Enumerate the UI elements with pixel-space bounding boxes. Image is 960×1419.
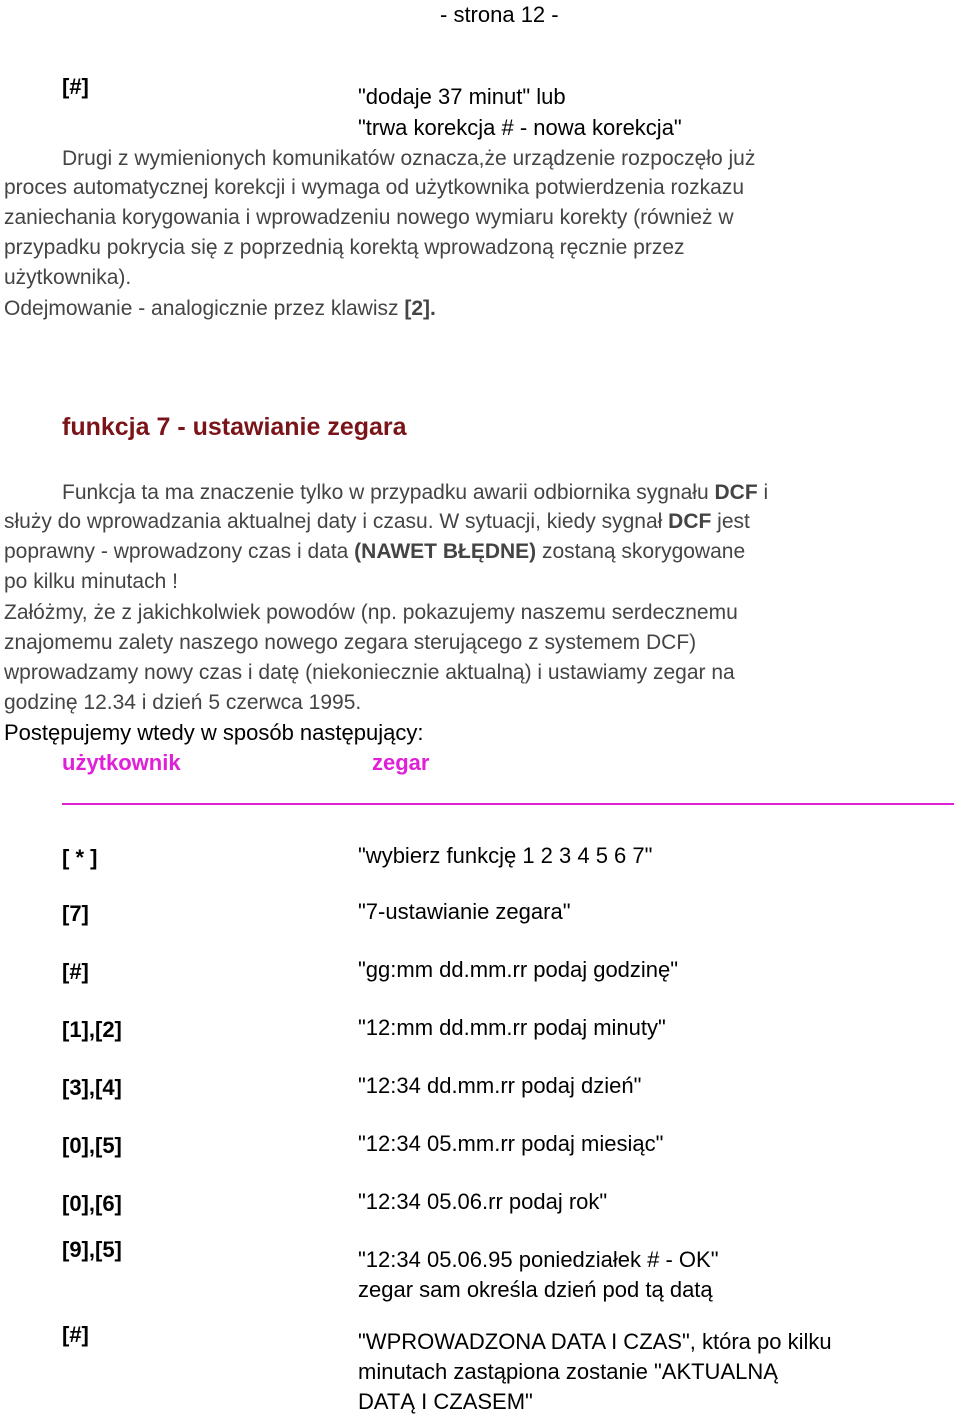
procedure-intro: Postępujemy wtedy w sposób następujący: xyxy=(4,720,424,745)
page-number: - strona 12 - xyxy=(440,2,559,27)
step-response: "wybierz funkcję 1 2 3 4 5 6 7" xyxy=(358,843,653,868)
step-response: "12:34 05.mm.rr podaj miesiąc" xyxy=(358,1131,664,1156)
step-key: [9],[5] xyxy=(62,1237,122,1262)
step-key: [7] xyxy=(62,901,89,926)
example-line: Załóżmy, że z jakichkolwiek powodów (np. pokazujemy naszemu serdecznemu xyxy=(4,601,738,624)
description-line: po kilku minutach ! xyxy=(4,570,178,593)
example-line: godzinę 12.34 i dzień 5 czerwca 1995. xyxy=(4,691,362,714)
step-response: "WPROWADZONA DATA I CZAS", która po kilku xyxy=(358,1329,832,1354)
intro-paragraph-line: Drugi z wymienionych komunikatów oznacza,że urządzenie rozpoczęło już xyxy=(62,147,756,170)
step-key: [3],[4] xyxy=(62,1075,122,1100)
step-response: "12:34 05.06.95 poniedziałek # - OK" xyxy=(358,1247,719,1272)
step-response: "gg:mm dd.mm.rr podaj godzinę" xyxy=(358,957,679,982)
description-line: służy do wprowadzania aktualnej daty i czasu. W sytuacji, kiedy sygnał DCF jest xyxy=(4,510,750,533)
step-key: [0],[6] xyxy=(62,1191,122,1216)
intro-response-line2: "trwa korekcja # - nowa korekcja" xyxy=(358,115,682,140)
step-key: [0],[5] xyxy=(62,1133,122,1158)
header-divider xyxy=(62,803,954,805)
step-key: [1],[2] xyxy=(62,1017,122,1042)
step-response: "12:34 dd.mm.rr podaj dzień" xyxy=(358,1073,642,1098)
step-response-note: zegar sam określa dzień pod tą datą xyxy=(358,1277,713,1302)
intro-paragraph-line: użytkownika). xyxy=(4,266,132,289)
step-key: [#] xyxy=(62,959,89,984)
intro-key: [#] xyxy=(62,74,89,99)
step-response: "12:34 05.06.rr podaj rok" xyxy=(358,1189,608,1214)
intro-paragraph-line: zaniechania korygowania i wprowadzeniu nowego wymiaru korekty (również w xyxy=(4,206,734,229)
column-header-clock: zegar xyxy=(372,750,430,775)
step-response: "7-ustawianie zegara" xyxy=(358,899,571,924)
description-line: poprawny - wprowadzony czas i data (NAWET BŁĘDNE) zostaną skorygowane xyxy=(4,540,746,563)
intro-paragraph-line: proces automatycznej korekcji i wymaga od użytkownika potwierdzenia rozkazu xyxy=(4,176,745,199)
section-heading: funkcja 7 - ustawianie zegara xyxy=(62,413,407,441)
step-response: DATĄ I CZASEM" xyxy=(358,1389,533,1414)
example-line: wprowadzamy nowy czas i datę (niekoniecznie aktualną) i ustawiamy zegar na xyxy=(4,661,735,684)
step-key: [ * ] xyxy=(62,845,98,870)
intro-response-line1: "dodaje 37 minut" lub xyxy=(358,84,566,109)
description-line: Funkcja ta ma znaczenie tylko w przypadku awarii odbiornika sygnału DCF i xyxy=(62,481,769,504)
subtraction-key: [2]. xyxy=(404,297,436,320)
example-line: znajomemu zalety naszego nowego zegara sterującego z systemem DCF) xyxy=(4,631,697,654)
column-header-user: użytkownik xyxy=(62,750,181,775)
step-key: [#] xyxy=(62,1322,89,1347)
intro-paragraph-line: przypadku pokrycia się z poprzednią korektą wprowadzoną ręcznie przez xyxy=(4,236,685,259)
step-response: minutach zastąpiona zostanie "AKTUALNĄ xyxy=(358,1359,778,1384)
subtraction-note: Odejmowanie - analogicznie przez klawisz [2]. xyxy=(4,297,436,320)
step-response: "12:mm dd.mm.rr podaj minuty" xyxy=(358,1015,666,1040)
